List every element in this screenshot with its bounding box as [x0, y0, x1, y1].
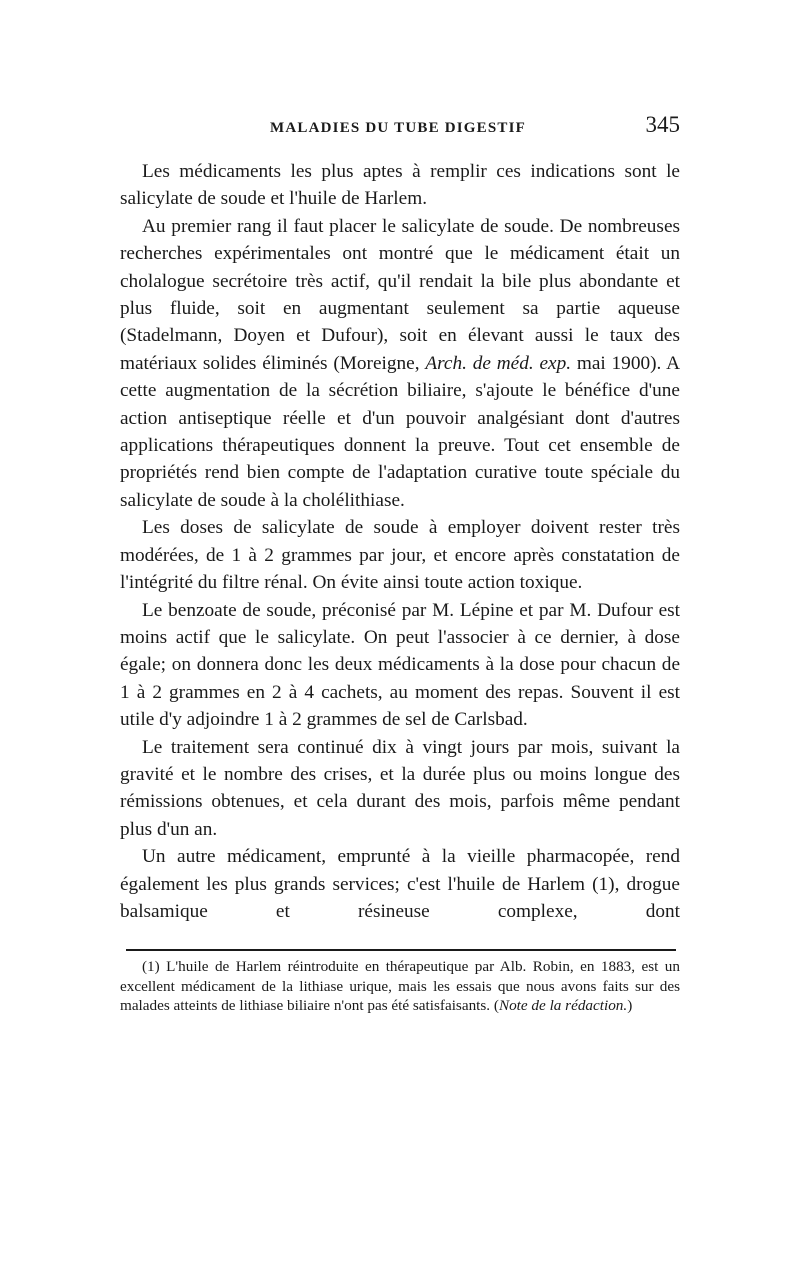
- paragraph-6: Un autre médicament, emprunté à la vieille pharmacopée, rend également les plus grands services; c'est l'huile de Harlem (1), drogue balsamique et résineuse complexe, dont: [120, 846, 680, 922]
- footnote-editor-note: Note de la rédaction.: [498, 997, 628, 1015]
- paragraph-3: Les doses de salicylate de soude à employer doivent rester très modérées, de 1 à 2 grammes par jour, et encore après constatation de l'intégrité du filtre rénal. On évite ainsi toute action toxique.: [120, 517, 680, 594]
- paragraph-5: Le traitement sera continué dix à vingt jours par mois, suivant la gravité et le nombre des crises, et la durée plus ou moins longue des rémissions obtenues, et cela durant des mois, parfois même pendant plus d'un an.: [120, 736, 680, 840]
- page-header: [120, 110, 680, 144]
- footnote-close: ): [627, 997, 633, 1015]
- journal-citation: Arch. de méd. exp.: [425, 352, 572, 374]
- running-title: MALADIES DU TUBE DIGESTIF: [270, 120, 527, 136]
- page-number: 345: [645, 112, 680, 137]
- paragraph-2-part-2: mai 1900). A cette augmentation de la sécrétion biliaire, s'ajoute le bénéfice d'une action antiseptique réelle et d'un pouvoir analgésiant dont d'autres applications thérapeutiques donnent la preuve. Tout cet ensemble de propriétés rend bien compte de l'adaptation curative toute spéciale du salicylate de soude à la cholélithiase.: [120, 352, 680, 511]
- paragraph-1: Les médicaments les plus aptes à remplir ces indications sont le salicylate de soude et l'huile de Harlem.: [120, 161, 680, 210]
- footnote: [120, 957, 680, 1016]
- paragraph-2-part-1: Au premier rang il faut placer le salicylate de soude. De nombreuses recherches expérimentales ont montré que le médicament était un cholalogue secrétoire très actif, qu'il rendait la bile plus abondante et plus fluide, soit en augmentant seulement sa partie aqueuse (Stadelmann, Doyen et Dufour), soit en élevant aussi le taux des matériaux solides éliminés (Moreigne,: [120, 215, 680, 374]
- paragraph-2: [120, 213, 680, 514]
- book-page: [120, 110, 680, 1016]
- footnote-divider: [126, 949, 676, 951]
- footnote-text: (1) L'huile de Harlem réintroduite en thérapeutique par Alb. Robin, en 1883, est un excellent médicament de la lithiase urique, mais les essais que nous avons faits sur des malades atteints de lithiase biliaire n'ont pas été satisfaisants. (: [120, 958, 680, 1015]
- body-text: [120, 158, 680, 925]
- paragraph-4: Le benzoate de soude, préconisé par M. Lépine et par M. Dufour est moins actif que le salicylate. On peut l'associer à ce dernier, à dose égale; on donnera donc les deux médicaments à la dose pour chacun de 1 à 2 grammes en 2 à 4 cachets, au moment des repas. Souvent il est utile d'y adjoindre 1 à 2 grammes de sel de Carlsbad.: [120, 599, 680, 731]
